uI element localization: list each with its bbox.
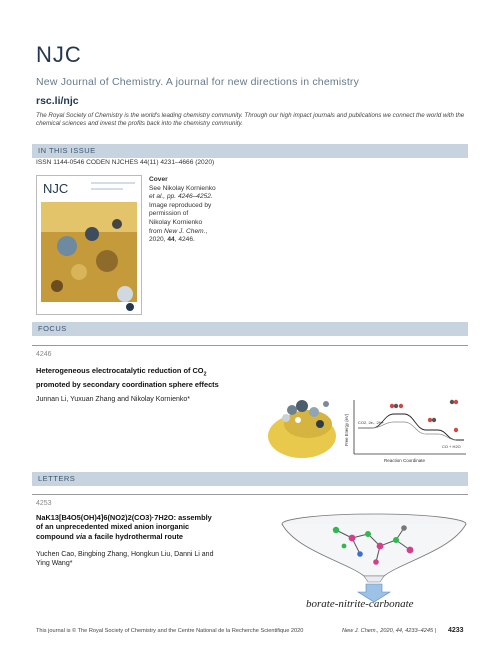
letters-authors: Yuchen Cao, Bingbing Zhang, Hongkun Liu, Danni Li and Ying Wang*: [36, 551, 214, 567]
focus-article-title[interactable]: Heterogeneous electrocatalytic reduction of $CO_2$ promoted by secondary coordination sphere effects: [36, 366, 219, 389]
svg-text:Free Energy (eV): Free Energy (eV): [344, 413, 349, 446]
cover-art: [37, 176, 141, 314]
cover-label: Cover: [149, 176, 168, 183]
journal-url[interactable]: rsc.li/njc: [36, 95, 79, 107]
in-this-issue-heading: IN THIS ISSUE: [38, 146, 96, 155]
letters-divider: [32, 494, 468, 495]
rsc-blurb: The Royal Society of Chemistry is the world's leading chemistry community. Through our high impact journals and publications we connect the world with the chemical sciences and invest the profits back into the chemistry community.: [36, 112, 465, 127]
svg-text:CO2, 2e-, 2H+: CO2, 2e-, 2H+: [358, 420, 384, 425]
cover-line-1: See Nikolay Kornienko: [149, 184, 216, 192]
journal-title: NJC: [36, 42, 82, 67]
footer-page-number: 4233: [448, 627, 464, 634]
letters-bar: [32, 472, 468, 486]
focus-divider: [32, 345, 468, 346]
cover-line-6: from New J. Chem.,: [149, 227, 208, 235]
svg-text:Reaction Coordinate: Reaction Coordinate: [384, 458, 426, 463]
focus-authors: Junnan Li, Yuxuan Zhang and Nikolay Kornienko*: [36, 396, 190, 403]
letters-article-title[interactable]: NaK13[B4O5(OH)4]6(NO2)2(CO3)·7H2O: assembly of an unprecedented mixed anion inorganic compound via a facile hydrothermal route: [36, 513, 212, 541]
letters-graphic-caption: borate-nitrite-carbonate: [306, 598, 414, 610]
focus-page-number: 4246: [36, 351, 52, 358]
cover-line-4: permission of: [149, 210, 189, 218]
footer-journal-ref: New J. Chem., 2020, 44, 4233–4245 |: [342, 628, 437, 634]
in-this-issue-bar: [32, 144, 468, 158]
cover-line-5: Nikolay Kornienko: [149, 218, 203, 226]
focus-bar: [32, 322, 468, 336]
letters-page-number: 4253: [36, 500, 52, 507]
focus-graphic: [266, 384, 472, 470]
svg-text:CO + H2O: CO + H2O: [442, 444, 461, 449]
cover-line-3: Image reproduced by: [149, 201, 212, 209]
cover-line-2: et al., pp. 4246–4252.: [149, 193, 213, 201]
letters-heading: LETTERS: [38, 474, 76, 483]
footer-copyright: This journal is © The Royal Society of Chemistry and the Centre National de la Recherche Scientifique 2020: [36, 628, 304, 634]
journal-subtitle: New Journal of Chemistry. A journal for new directions in chemistry: [36, 76, 360, 88]
issn-line: ISSN 1144-0546 CODEN NJCHES 44(11) 4231–4666 (2020): [36, 159, 215, 166]
page-footer: [36, 628, 466, 634]
cover-mini-title: NJC: [43, 181, 69, 196]
cover-caption: [149, 176, 259, 245]
focus-heading: FOCUS: [38, 324, 67, 333]
cover-image[interactable]: [36, 175, 142, 315]
cover-line-7: 2020, 44, 4246.: [149, 236, 195, 244]
